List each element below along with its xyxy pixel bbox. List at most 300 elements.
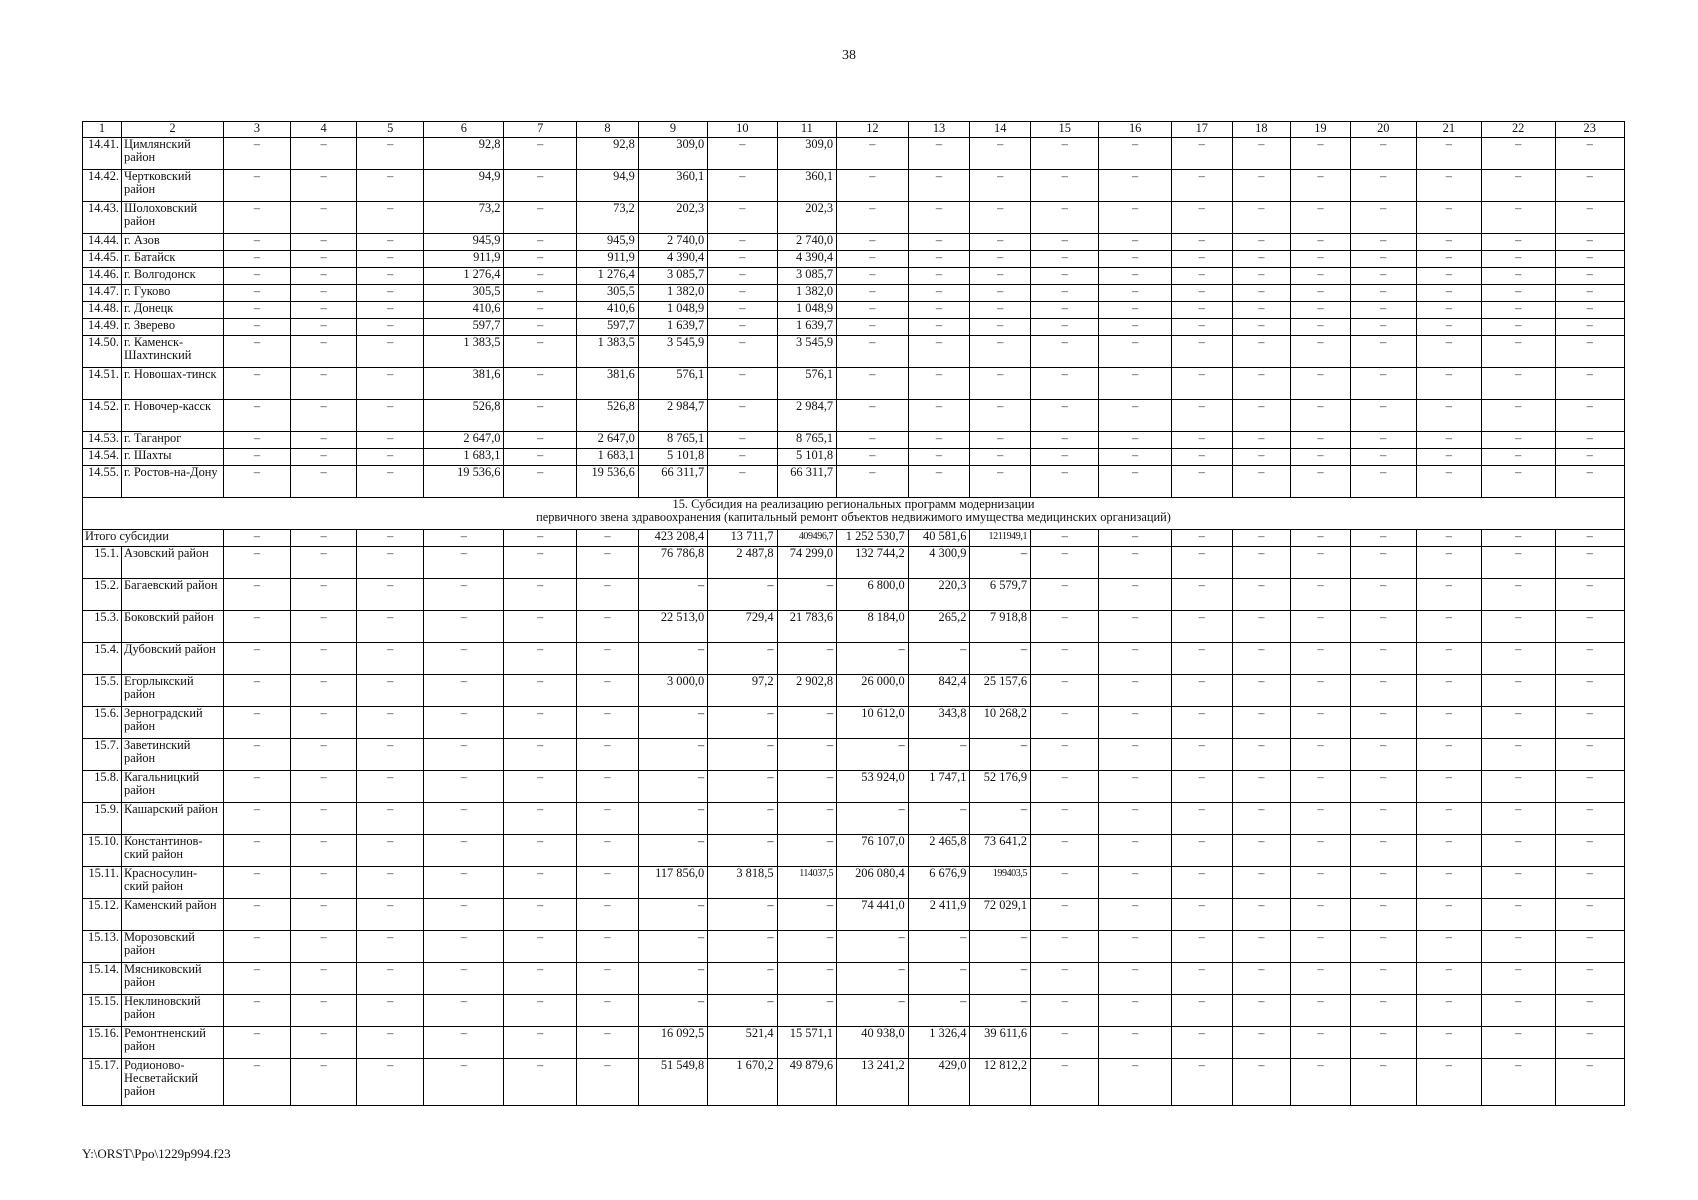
column-number-header: 10 xyxy=(708,122,777,138)
row-index: 15.8. xyxy=(83,771,122,803)
table-cell-empty: – xyxy=(1291,771,1351,803)
table-cell-empty: – xyxy=(357,547,424,579)
table-cell-empty: – xyxy=(1099,931,1172,963)
table-cell-value: – xyxy=(638,771,707,803)
table-cell-value: 2 740,0 xyxy=(777,234,837,251)
row-municipality-name: г. Волгодонск xyxy=(122,268,224,285)
table-cell-empty: – xyxy=(1099,251,1172,268)
table-cell-value: 911,9 xyxy=(424,251,504,268)
table-cell-empty: – xyxy=(1031,432,1099,449)
row-index: 14.51. xyxy=(83,368,122,400)
table-cell-empty: – xyxy=(223,739,290,771)
table-cell-empty: – xyxy=(504,643,577,675)
table-cell-empty: – xyxy=(291,931,357,963)
table-cell-empty: – xyxy=(577,707,639,739)
table-cell-value: 2 984,7 xyxy=(638,400,707,432)
table-cell-empty: – xyxy=(577,579,639,611)
column-number-header: 6 xyxy=(424,122,504,138)
table-cell-empty: – xyxy=(223,963,290,995)
table-cell-empty: – xyxy=(357,368,424,400)
table-cell-empty: – xyxy=(970,170,1031,202)
table-cell-empty: – xyxy=(908,285,970,302)
table-cell-empty: – xyxy=(1031,611,1099,643)
table-cell-empty: – xyxy=(223,771,290,803)
table-cell-value: – xyxy=(970,739,1031,771)
table-cell-empty: – xyxy=(504,675,577,707)
table-cell-value: – xyxy=(708,739,777,771)
row-index: 15.16. xyxy=(83,1027,122,1059)
table-cell-empty: – xyxy=(1291,995,1351,1027)
table-cell-empty: – xyxy=(1481,234,1555,251)
table-cell-empty: – xyxy=(708,251,777,268)
table-cell-empty: – xyxy=(357,530,424,547)
table-cell-value: 94,9 xyxy=(577,170,639,202)
row-municipality-name: г. Новошах-тинск xyxy=(122,368,224,400)
table-cell-empty: – xyxy=(223,643,290,675)
table-cell-empty: – xyxy=(1171,202,1232,234)
row-index: 15.17. xyxy=(83,1059,122,1106)
table-cell-empty: – xyxy=(504,336,577,368)
table-cell-empty: – xyxy=(504,739,577,771)
table-cell-empty: – xyxy=(577,530,639,547)
row-municipality-name: Красносулин-ский район xyxy=(122,867,224,899)
table-cell-value: 381,6 xyxy=(424,368,504,400)
table-cell-value: 7 918,8 xyxy=(970,611,1031,643)
table-cell-empty: – xyxy=(1031,530,1099,547)
table-cell-empty: – xyxy=(1291,400,1351,432)
table-cell-empty: – xyxy=(1232,530,1291,547)
table-cell-value: – xyxy=(708,835,777,867)
table-cell-empty: – xyxy=(970,138,1031,170)
table-cell-empty: – xyxy=(577,1027,639,1059)
table-cell-value: 76 786,8 xyxy=(638,547,707,579)
table-cell-empty: – xyxy=(504,530,577,547)
table-cell-value: – xyxy=(777,579,837,611)
table-cell-empty: – xyxy=(1350,400,1416,432)
table-cell-value: 8 184,0 xyxy=(837,611,909,643)
table-cell-value: – xyxy=(837,995,909,1027)
table-cell-value: 2 647,0 xyxy=(424,432,504,449)
table-cell-value: – xyxy=(837,739,909,771)
table-cell-empty: – xyxy=(1555,835,1625,867)
table-cell-empty: – xyxy=(291,579,357,611)
row-index: 14.45. xyxy=(83,251,122,268)
row-municipality-name: Ремонтненский район xyxy=(122,1027,224,1059)
table-cell-empty: – xyxy=(1416,400,1481,432)
table-cell-empty: – xyxy=(1555,170,1625,202)
row-index: 14.52. xyxy=(83,400,122,432)
table-cell-empty: – xyxy=(357,268,424,285)
row-index: 15.5. xyxy=(83,675,122,707)
table-cell-value: – xyxy=(908,963,970,995)
table-cell-empty: – xyxy=(1171,803,1232,835)
table-cell-empty: – xyxy=(1291,899,1351,931)
table-cell-empty: – xyxy=(1291,368,1351,400)
table-cell-empty: – xyxy=(424,675,504,707)
row-index: 15.11. xyxy=(83,867,122,899)
table-cell-empty: – xyxy=(1291,963,1351,995)
table-cell-empty: – xyxy=(223,170,290,202)
table-cell-empty: – xyxy=(1171,995,1232,1027)
table-cell-empty: – xyxy=(1099,963,1172,995)
table-cell-empty: – xyxy=(1171,400,1232,432)
table-cell-empty: – xyxy=(223,675,290,707)
table-cell-empty: – xyxy=(291,202,357,234)
table-cell-empty: – xyxy=(1555,739,1625,771)
table-cell-empty: – xyxy=(424,995,504,1027)
table-cell-empty: – xyxy=(837,319,909,336)
table-cell-empty: – xyxy=(1555,302,1625,319)
table-cell-value: 1 276,4 xyxy=(424,268,504,285)
table-cell-empty: – xyxy=(1416,302,1481,319)
table-cell-value: 49 879,6 xyxy=(777,1059,837,1106)
table-cell-empty: – xyxy=(1031,302,1099,319)
table-cell-empty: – xyxy=(1350,368,1416,400)
table-cell-empty: – xyxy=(908,302,970,319)
table-cell-empty: – xyxy=(1416,466,1481,498)
row-index: 15.12. xyxy=(83,899,122,931)
table-cell-empty: – xyxy=(424,611,504,643)
table-cell-empty: – xyxy=(1481,835,1555,867)
table-cell-empty: – xyxy=(1171,251,1232,268)
table-cell-value: 25 157,6 xyxy=(970,675,1031,707)
table-cell-empty: – xyxy=(1099,899,1172,931)
table-cell-value: 52 176,9 xyxy=(970,771,1031,803)
column-number-header: 15 xyxy=(1031,122,1099,138)
row-municipality-name: г. Батайск xyxy=(122,251,224,268)
table-cell-empty: – xyxy=(223,547,290,579)
row-index: 14.53. xyxy=(83,432,122,449)
row-municipality-name: г. Шахты xyxy=(122,449,224,466)
table-cell-empty: – xyxy=(504,302,577,319)
table-cell-empty: – xyxy=(1291,234,1351,251)
table-cell-value: 597,7 xyxy=(424,319,504,336)
table-cell-empty: – xyxy=(504,547,577,579)
table-cell-empty: – xyxy=(357,675,424,707)
table-cell-empty: – xyxy=(1291,285,1351,302)
table-cell-value: 1 639,7 xyxy=(638,319,707,336)
table-cell-empty: – xyxy=(1031,336,1099,368)
table-cell-empty: – xyxy=(1099,611,1172,643)
table-cell-empty: – xyxy=(837,285,909,302)
table-cell-empty: – xyxy=(1171,285,1232,302)
table-cell-empty: – xyxy=(1481,268,1555,285)
table-cell-empty: – xyxy=(357,963,424,995)
table-cell-value: 309,0 xyxy=(638,138,707,170)
row-municipality-name: г. Зверево xyxy=(122,319,224,336)
table-cell-empty: – xyxy=(1291,251,1351,268)
table-cell-empty: – xyxy=(1031,771,1099,803)
table-cell-empty: – xyxy=(837,234,909,251)
row-index: 14.44. xyxy=(83,234,122,251)
table-cell-empty: – xyxy=(708,466,777,498)
table-cell-empty: – xyxy=(1555,400,1625,432)
table-cell-value: – xyxy=(970,963,1031,995)
table-cell-empty: – xyxy=(1481,995,1555,1027)
table-cell-empty: – xyxy=(424,963,504,995)
row-index: 14.55. xyxy=(83,466,122,498)
row-municipality-name: г. Гуково xyxy=(122,285,224,302)
page-number: 38 xyxy=(842,48,856,63)
table-cell-empty: – xyxy=(504,138,577,170)
table-cell-value: – xyxy=(638,579,707,611)
table-cell-empty: – xyxy=(1232,432,1291,449)
table-cell-empty: – xyxy=(1350,202,1416,234)
table-cell-empty: – xyxy=(1232,995,1291,1027)
table-cell-empty: – xyxy=(1291,675,1351,707)
table-cell-empty: – xyxy=(1031,466,1099,498)
table-row xyxy=(83,251,1625,268)
table-cell-empty: – xyxy=(1099,1059,1172,1106)
total-cell-value: 1 252 530,7 xyxy=(837,530,909,547)
table-cell-value: 2 411,9 xyxy=(908,899,970,931)
row-index: 14.54. xyxy=(83,449,122,466)
table-cell-empty: – xyxy=(291,547,357,579)
table-cell-empty: – xyxy=(223,707,290,739)
table-cell-empty: – xyxy=(1291,707,1351,739)
budget-table xyxy=(82,121,1625,1106)
table-row xyxy=(83,803,1625,835)
table-cell-empty: – xyxy=(577,963,639,995)
total-cell-value: 13 711,7 xyxy=(708,530,777,547)
table-cell-empty: – xyxy=(1555,368,1625,400)
table-cell-value: – xyxy=(908,803,970,835)
table-cell-value: 3 085,7 xyxy=(638,268,707,285)
table-cell-value: – xyxy=(708,995,777,1027)
row-municipality-name: Шолоховский район xyxy=(122,202,224,234)
table-cell-value: 97,2 xyxy=(708,675,777,707)
table-cell-empty: – xyxy=(1099,835,1172,867)
table-cell-value: 199403,5 xyxy=(970,867,1031,899)
column-number-header: 19 xyxy=(1291,122,1351,138)
table-cell-empty: – xyxy=(837,449,909,466)
table-cell-empty: – xyxy=(1232,302,1291,319)
table-cell-empty: – xyxy=(837,432,909,449)
table-cell-empty: – xyxy=(1350,336,1416,368)
row-index: 15.14. xyxy=(83,963,122,995)
table-cell-empty: – xyxy=(504,579,577,611)
table-cell-empty: – xyxy=(1099,400,1172,432)
table-cell-empty: – xyxy=(223,899,290,931)
table-cell-empty: – xyxy=(1481,1059,1555,1106)
table-cell-value: 73 641,2 xyxy=(970,835,1031,867)
row-municipality-name: Константинов-ский район xyxy=(122,835,224,867)
table-cell-empty: – xyxy=(357,867,424,899)
table-cell-empty: – xyxy=(504,995,577,1027)
table-cell-value: – xyxy=(777,707,837,739)
table-cell-empty: – xyxy=(1481,931,1555,963)
row-index: 15.3. xyxy=(83,611,122,643)
table-cell-empty: – xyxy=(1232,285,1291,302)
table-cell-empty: – xyxy=(357,251,424,268)
table-cell-value: 360,1 xyxy=(777,170,837,202)
table-cell-value: 39 611,6 xyxy=(970,1027,1031,1059)
table-cell-empty: – xyxy=(970,432,1031,449)
table-cell-empty: – xyxy=(1481,579,1555,611)
table-cell-empty: – xyxy=(837,302,909,319)
table-cell-value: – xyxy=(638,963,707,995)
table-cell-empty: – xyxy=(837,268,909,285)
table-row xyxy=(83,931,1625,963)
table-cell-empty: – xyxy=(1350,268,1416,285)
table-cell-value: – xyxy=(708,931,777,963)
table-cell-empty: – xyxy=(504,285,577,302)
table-cell-empty: – xyxy=(1232,707,1291,739)
table-cell-empty: – xyxy=(504,170,577,202)
table-row xyxy=(83,675,1625,707)
table-cell-empty: – xyxy=(504,771,577,803)
table-cell-empty: – xyxy=(504,963,577,995)
row-index: 14.48. xyxy=(83,302,122,319)
table-cell-empty: – xyxy=(1481,302,1555,319)
table-cell-empty: – xyxy=(291,899,357,931)
table-cell-empty: – xyxy=(291,268,357,285)
table-cell-empty: – xyxy=(1099,302,1172,319)
table-cell-empty: – xyxy=(357,707,424,739)
table-cell-empty: – xyxy=(1232,138,1291,170)
column-number-header: 21 xyxy=(1416,122,1481,138)
table-cell-value: – xyxy=(638,803,707,835)
table-cell-empty: – xyxy=(908,368,970,400)
table-cell-empty: – xyxy=(1350,739,1416,771)
table-cell-empty: – xyxy=(357,1027,424,1059)
table-cell-value: 16 092,5 xyxy=(638,1027,707,1059)
table-cell-value: 526,8 xyxy=(424,400,504,432)
row-index: 14.50. xyxy=(83,336,122,368)
table-cell-empty: – xyxy=(1481,319,1555,336)
table-row xyxy=(83,835,1625,867)
table-cell-empty: – xyxy=(1350,835,1416,867)
table-cell-empty: – xyxy=(291,170,357,202)
table-row xyxy=(83,170,1625,202)
table-cell-empty: – xyxy=(1232,202,1291,234)
table-cell-empty: – xyxy=(1416,803,1481,835)
table-cell-empty: – xyxy=(1099,547,1172,579)
table-cell-empty: – xyxy=(1171,611,1232,643)
table-cell-empty: – xyxy=(1291,268,1351,285)
table-cell-empty: – xyxy=(223,268,290,285)
table-cell-value: – xyxy=(638,995,707,1027)
table-cell-empty: – xyxy=(1555,234,1625,251)
table-cell-empty: – xyxy=(1350,867,1416,899)
table-cell-empty: – xyxy=(577,835,639,867)
table-cell-empty: – xyxy=(1555,466,1625,498)
table-cell-value: 15 571,1 xyxy=(777,1027,837,1059)
table-cell-empty: – xyxy=(1291,432,1351,449)
row-index: 14.42. xyxy=(83,170,122,202)
table-cell-empty: – xyxy=(1291,579,1351,611)
row-index: 15.2. xyxy=(83,579,122,611)
table-cell-empty: – xyxy=(291,449,357,466)
section-title-line: 15. Субсидия на реализацию региональных программ модернизации xyxy=(672,497,1035,511)
table-cell-value: 10 268,2 xyxy=(970,707,1031,739)
table-cell-empty: – xyxy=(291,251,357,268)
table-cell-empty: – xyxy=(1416,963,1481,995)
table-cell-empty: – xyxy=(1291,739,1351,771)
table-cell-empty: – xyxy=(1171,931,1232,963)
table-cell-empty: – xyxy=(1416,251,1481,268)
row-municipality-name: Каменский район xyxy=(122,899,224,931)
table-cell-empty: – xyxy=(1031,835,1099,867)
row-municipality-name: Кашарский район xyxy=(122,803,224,835)
table-row xyxy=(83,400,1625,432)
table-cell-empty: – xyxy=(1291,835,1351,867)
table-cell-empty: – xyxy=(1232,368,1291,400)
table-cell-empty: – xyxy=(1291,319,1351,336)
row-index: 15.13. xyxy=(83,931,122,963)
table-cell-empty: – xyxy=(357,285,424,302)
table-cell-empty: – xyxy=(1481,336,1555,368)
table-cell-value: – xyxy=(638,739,707,771)
table-cell-empty: – xyxy=(1232,234,1291,251)
table-cell-empty: – xyxy=(708,368,777,400)
table-cell-value: – xyxy=(708,803,777,835)
table-row xyxy=(83,449,1625,466)
table-cell-empty: – xyxy=(223,867,290,899)
table-cell-empty: – xyxy=(837,202,909,234)
table-cell-empty: – xyxy=(1291,170,1351,202)
table-cell-value: 1 383,5 xyxy=(577,336,639,368)
table-cell-value: 4 390,4 xyxy=(777,251,837,268)
table-cell-value: 3 545,9 xyxy=(638,336,707,368)
table-cell-value: 66 311,7 xyxy=(777,466,837,498)
column-number-header: 1 xyxy=(83,122,122,138)
table-cell-empty: – xyxy=(577,547,639,579)
table-row xyxy=(83,285,1625,302)
table-cell-empty: – xyxy=(908,202,970,234)
table-cell-empty: – xyxy=(357,432,424,449)
table-cell-value: – xyxy=(708,963,777,995)
table-cell-empty: – xyxy=(1291,449,1351,466)
table-cell-empty: – xyxy=(1031,547,1099,579)
table-cell-empty: – xyxy=(1031,643,1099,675)
table-cell-value: 13 241,2 xyxy=(837,1059,909,1106)
table-cell-value: – xyxy=(777,835,837,867)
table-cell-value: – xyxy=(908,739,970,771)
table-cell-empty: – xyxy=(1555,530,1625,547)
table-cell-empty: – xyxy=(1171,368,1232,400)
table-cell-empty: – xyxy=(1031,285,1099,302)
table-cell-value: 1 683,1 xyxy=(424,449,504,466)
table-cell-empty: – xyxy=(1031,1027,1099,1059)
table-cell-value: – xyxy=(970,643,1031,675)
table-cell-empty: – xyxy=(1481,739,1555,771)
table-cell-empty: – xyxy=(1350,302,1416,319)
table-cell-empty: – xyxy=(1555,899,1625,931)
table-cell-empty: – xyxy=(1416,319,1481,336)
table-cell-empty: – xyxy=(357,803,424,835)
footer-file-path: Y:\ORST\Ppo\1229p994.f23 xyxy=(82,1146,231,1161)
table-cell-empty: – xyxy=(1350,251,1416,268)
column-number-header: 12 xyxy=(837,122,909,138)
table-row xyxy=(83,202,1625,234)
table-cell-empty: – xyxy=(1481,963,1555,995)
table-cell-empty: – xyxy=(1171,319,1232,336)
table-cell-empty: – xyxy=(1291,547,1351,579)
table-cell-empty: – xyxy=(424,739,504,771)
table-cell-empty: – xyxy=(291,432,357,449)
table-cell-empty: – xyxy=(291,302,357,319)
table-cell-empty: – xyxy=(837,138,909,170)
table-cell-empty: – xyxy=(1416,739,1481,771)
table-cell-empty: – xyxy=(424,547,504,579)
table-cell-empty: – xyxy=(357,611,424,643)
table-cell-empty: – xyxy=(970,319,1031,336)
table-cell-value: 343,8 xyxy=(908,707,970,739)
row-index: 15.10. xyxy=(83,835,122,867)
row-index: 14.41. xyxy=(83,138,122,170)
table-cell-empty: – xyxy=(291,675,357,707)
